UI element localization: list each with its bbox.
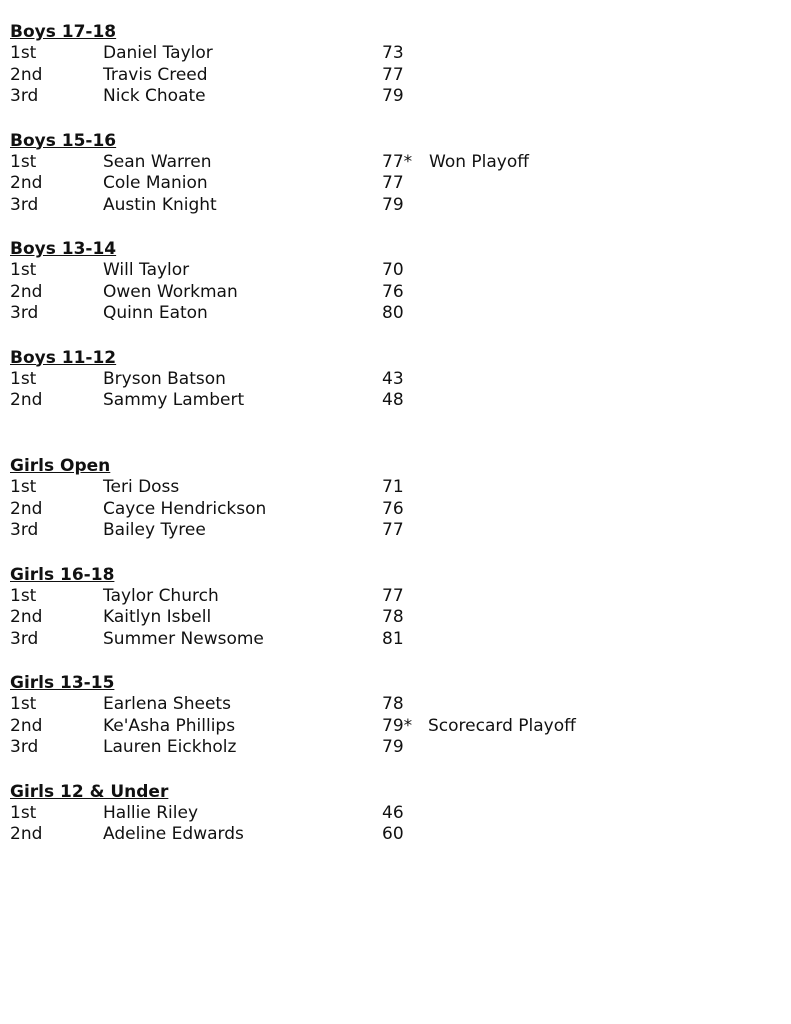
place: 1st xyxy=(10,585,37,606)
result-note: Scorecard Playoff xyxy=(428,715,576,736)
division-boys-13-14 xyxy=(10,238,780,347)
result-row xyxy=(10,369,780,391)
result-row xyxy=(10,716,780,738)
player-name: Adeline Edwards xyxy=(103,824,244,844)
place: 3rd xyxy=(10,303,39,323)
division-girls-12-under xyxy=(10,781,780,890)
score: 79 xyxy=(382,737,404,757)
player-name: Teri Doss xyxy=(103,477,180,497)
result-row xyxy=(10,303,780,325)
result-row xyxy=(10,499,780,521)
player-name: Will Taylor xyxy=(103,260,190,280)
player-name: Summer Newsome xyxy=(103,628,264,649)
result-row xyxy=(10,173,780,195)
result-row xyxy=(10,520,780,542)
division-boys-17-18 xyxy=(10,21,780,130)
score: 77 xyxy=(382,520,404,540)
result-row xyxy=(10,282,780,304)
place: 1st xyxy=(10,477,37,497)
place: 1st xyxy=(10,368,37,389)
player-name: Daniel Taylor xyxy=(103,43,213,63)
division-title: Boys 11-12 xyxy=(10,347,117,368)
place: 3rd xyxy=(10,86,39,106)
place: 2nd xyxy=(10,64,43,85)
division-girls-13-15 xyxy=(10,672,780,781)
player-name: Nick Choate xyxy=(103,86,206,106)
result-row xyxy=(10,152,780,174)
result-row xyxy=(10,260,780,282)
place: 3rd xyxy=(10,628,39,649)
score: 43 xyxy=(382,368,404,389)
score: 79* xyxy=(382,715,413,736)
place: 3rd xyxy=(10,737,39,757)
player-name: Hallie Riley xyxy=(103,802,199,823)
division-title: Girls 13-15 xyxy=(10,673,115,693)
score: 77* xyxy=(382,151,413,172)
score: 81 xyxy=(382,628,404,649)
score: 77 xyxy=(382,64,404,85)
player-name: Austin Knight xyxy=(103,194,217,215)
score: 77 xyxy=(382,585,404,606)
score: 78 xyxy=(382,694,404,714)
division-title: Boys 13-14 xyxy=(10,239,117,259)
result-row xyxy=(10,43,780,65)
score: 79 xyxy=(382,86,404,106)
score: 46 xyxy=(382,802,404,823)
score: 78 xyxy=(382,607,404,627)
place: 1st xyxy=(10,43,37,63)
score: 70 xyxy=(382,260,404,280)
score: 71 xyxy=(382,477,404,497)
place: 2nd xyxy=(10,824,43,844)
division-title: Boys 15-16 xyxy=(10,130,117,151)
player-name: Owen Workman xyxy=(103,281,238,302)
place: 2nd xyxy=(10,498,43,519)
place: 1st xyxy=(10,260,37,280)
player-name: Quinn Eaton xyxy=(103,303,208,323)
result-row xyxy=(10,803,780,825)
player-name: Cole Manion xyxy=(103,173,208,193)
score: 76 xyxy=(382,498,404,519)
place: 2nd xyxy=(10,607,43,627)
player-name: Kaitlyn Isbell xyxy=(103,607,212,627)
division-title: Boys 17-18 xyxy=(10,22,117,42)
place: 2nd xyxy=(10,390,43,410)
player-name: Ke'Asha Phillips xyxy=(103,715,236,736)
place: 2nd xyxy=(10,715,43,736)
score: 48 xyxy=(382,390,404,410)
result-row xyxy=(10,65,780,87)
score: 76 xyxy=(382,281,404,302)
player-name: Taylor Church xyxy=(103,585,219,606)
player-name: Lauren Eickholz xyxy=(103,737,237,757)
place: 1st xyxy=(10,694,37,714)
result-row xyxy=(10,824,780,846)
result-note: Won Playoff xyxy=(429,151,529,172)
player-name: Bailey Tyree xyxy=(103,520,206,540)
player-name: Sammy Lambert xyxy=(103,390,245,410)
place: 3rd xyxy=(10,194,39,215)
division-girls-open xyxy=(10,455,780,542)
score: 79 xyxy=(382,194,404,215)
place: 2nd xyxy=(10,173,43,193)
score: 73 xyxy=(382,43,404,63)
place: 2nd xyxy=(10,281,43,302)
division-boys-15-16 xyxy=(10,130,780,239)
player-name: Sean Warren xyxy=(103,151,212,172)
player-name: Cayce Hendrickson xyxy=(103,498,267,519)
result-row xyxy=(10,86,780,108)
division-boys-11-12 xyxy=(10,347,780,456)
result-row xyxy=(10,477,780,499)
score: 60 xyxy=(382,824,404,844)
player-name: Travis Creed xyxy=(103,64,208,85)
division-title: Girls Open xyxy=(10,456,111,476)
result-row xyxy=(10,737,780,759)
score: 77 xyxy=(382,173,404,193)
division-title: Girls 12 & Under xyxy=(10,781,169,802)
results-list xyxy=(10,21,780,889)
result-row xyxy=(10,390,780,412)
result-row xyxy=(10,586,780,608)
place: 1st xyxy=(10,151,37,172)
division-title: Girls 16-18 xyxy=(10,564,115,585)
player-name: Bryson Batson xyxy=(103,368,226,389)
division-girls-16-18 xyxy=(10,564,780,673)
result-row xyxy=(10,195,780,217)
player-name: Earlena Sheets xyxy=(103,694,231,714)
result-row xyxy=(10,629,780,651)
place: 3rd xyxy=(10,520,39,540)
score: 80 xyxy=(382,303,404,323)
result-row xyxy=(10,607,780,629)
place: 1st xyxy=(10,802,37,823)
result-row xyxy=(10,694,780,716)
